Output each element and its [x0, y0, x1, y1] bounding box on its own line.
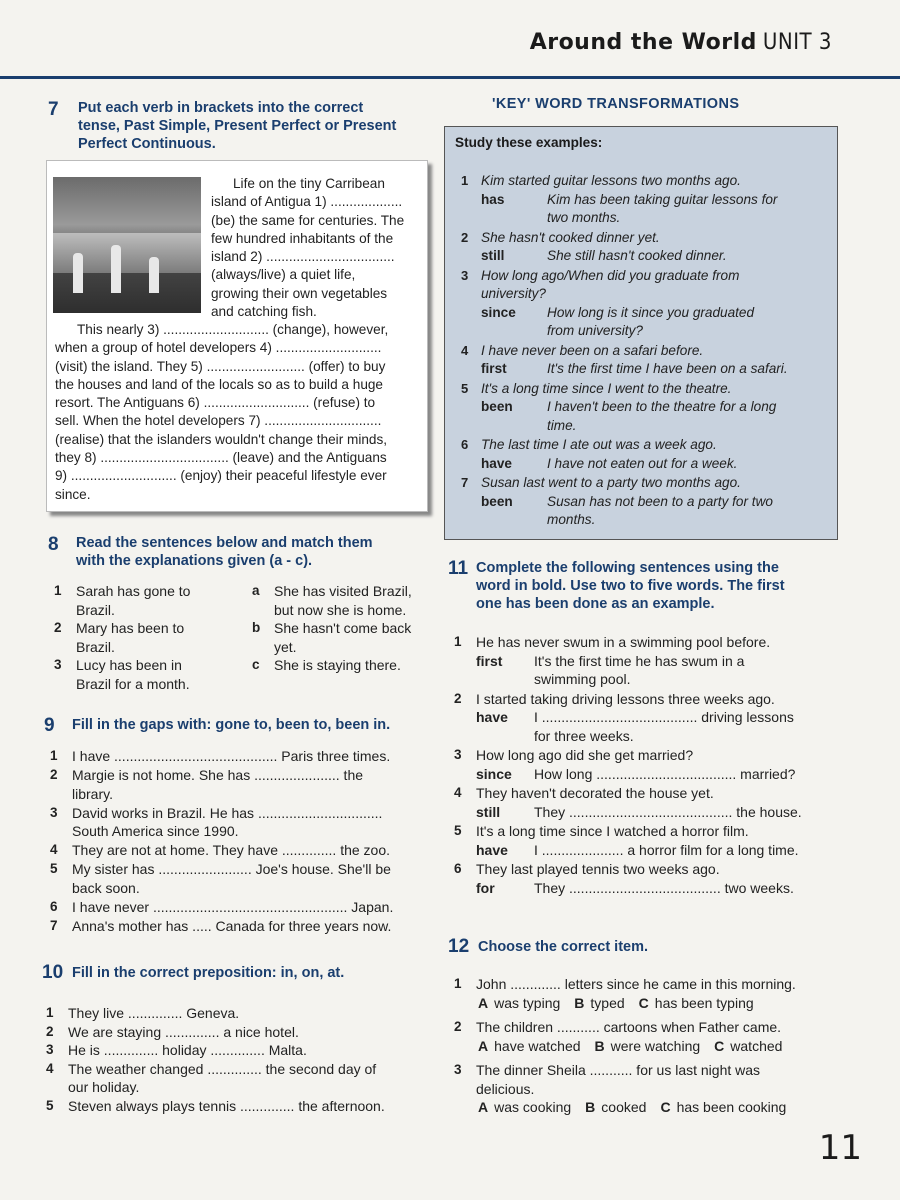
- choice-item: [454, 1018, 839, 1055]
- choice-text: was cooking: [494, 1099, 572, 1115]
- example-item: [461, 172, 831, 228]
- example-keyword: been: [481, 399, 513, 414]
- example-answer-cont: [461, 417, 831, 436]
- example-sentence-row: [461, 436, 831, 455]
- story-box: [46, 160, 428, 512]
- match-text: She hasn't come back: [274, 620, 412, 636]
- example-item: [461, 380, 831, 436]
- item-text: Steven always plays tennis .............. the afternoon.: [68, 1097, 385, 1114]
- header-rule: [0, 76, 900, 79]
- example-answer-row: [461, 191, 831, 210]
- example-answer: She still hasn't cooked dinner.: [547, 248, 727, 263]
- choice-text: have watched: [494, 1037, 581, 1054]
- exercise-10-items: [46, 1004, 428, 1115]
- story-line: island of Antigua 1) ...................: [211, 194, 403, 210]
- example-answer-2: time.: [547, 417, 577, 433]
- example-sentence-row: [461, 380, 831, 399]
- choice-text: cooked: [601, 1099, 647, 1115]
- example-answer: It's the first time I have been on a safari.: [547, 361, 788, 376]
- choice-letter: B: [585, 1099, 596, 1115]
- item-text-2: library.: [72, 785, 113, 802]
- choice-options: [454, 994, 839, 1013]
- story-paragraph-2: [55, 321, 417, 504]
- story-line: (visit) the island. They 5) .......................... (offer) to buy: [55, 358, 386, 374]
- match-label: c: [252, 657, 260, 672]
- transformation-item: [454, 860, 839, 897]
- item-answer-2: swimming pool.: [534, 671, 631, 687]
- item-sentence: They haven't decorated the house yet.: [476, 785, 714, 801]
- example-number: 5: [461, 380, 469, 396]
- story-line: 9) ............................ (enjoy) their peaceful lifestyle ever: [55, 468, 387, 484]
- item-text-2: our holiday.: [68, 1079, 140, 1095]
- match-item: [54, 619, 244, 656]
- story-line: island 2) ..................................: [211, 249, 395, 265]
- exercise-8-sentences: [54, 582, 244, 693]
- story-line: resort. The Antiguans 6) ............................ (refuse) to: [55, 395, 376, 411]
- story-line: few hundred inhabitants of the: [211, 230, 394, 246]
- example-keyword: have: [481, 455, 512, 471]
- match-label: 1: [54, 583, 62, 598]
- transformation-item: [454, 784, 839, 821]
- item-sentence-2: delicious.: [476, 1080, 535, 1097]
- exercise-11-items: [454, 633, 839, 898]
- choice-letter: A: [478, 1037, 489, 1054]
- exercise-item: [50, 747, 426, 766]
- example-answer-2: from university?: [547, 323, 643, 338]
- item-sentence: It's a long time since I watched a horror film.: [476, 823, 749, 839]
- choice-letter: B: [594, 1037, 605, 1054]
- examples-list: [461, 172, 831, 531]
- example-sentence-2: university?: [481, 286, 546, 301]
- story-line: they 8) .................................. (leave) and the Antiguans: [55, 450, 387, 466]
- exercise-item: [46, 1041, 428, 1060]
- item-sentence: The children ........... cartoons when Father came.: [476, 1019, 782, 1035]
- story-line: since.: [55, 486, 91, 502]
- choice-option: [585, 1098, 646, 1117]
- item-number: 4: [46, 1060, 54, 1076]
- choice-text: has been cooking: [676, 1099, 787, 1115]
- example-answer: Kim has been taking guitar lessons for: [547, 191, 778, 207]
- story-line: the houses and land of the locals so as to build a huge: [55, 376, 383, 392]
- example-number: 3: [461, 267, 469, 283]
- header-title: Around the World: [529, 30, 757, 55]
- example-sentence: Susan last went to a party two months ago.: [481, 475, 741, 490]
- item-number: 2: [454, 1019, 462, 1034]
- story-line: Life on the tiny Carribean: [233, 176, 385, 191]
- example-keyword: been: [481, 493, 513, 509]
- example-item: [461, 436, 831, 473]
- choice-letter: B: [574, 994, 585, 1011]
- example-number: 6: [461, 437, 469, 452]
- match-text-2: yet.: [274, 638, 297, 655]
- example-answer-row: [461, 304, 831, 323]
- story-line: when a group of hotel developers 4) ............................: [55, 340, 382, 356]
- exercise-9-number: 9: [44, 715, 55, 736]
- choice-item: [454, 975, 839, 1012]
- story-line: This nearly 3) ............................ (change), however,: [77, 322, 389, 337]
- example-keyword: first: [481, 361, 507, 376]
- example-answer-2: months.: [547, 512, 596, 527]
- choice-options: [454, 1098, 839, 1117]
- story-line: growing their own vegetables: [211, 285, 388, 301]
- transformation-item: [454, 822, 839, 859]
- item-number: 1: [50, 748, 58, 763]
- kwt-title: 'KEY' WORD TRANSFORMATIONS: [492, 96, 740, 112]
- exercise-item: [46, 1004, 428, 1023]
- match-label: 2: [54, 620, 62, 635]
- item-answer: I ........................................ driving lessons: [534, 709, 794, 725]
- item-text: I have .......................................... Paris three times.: [72, 748, 391, 764]
- item-text: Anna's mother has ..... Canada for three years now.: [72, 917, 392, 934]
- item-number: 4: [50, 842, 58, 857]
- match-item: [252, 582, 432, 619]
- exercise-8-instruction: Read the sentences below and match them with the explanations given (a - c).: [76, 535, 373, 569]
- example-answer-row: [461, 493, 831, 512]
- exercise-7-number: 7: [48, 99, 59, 120]
- item-sentence: How long ago did she get married?: [476, 747, 694, 763]
- item-text: My sister has ........................ Joe's house. She'll be: [72, 861, 391, 877]
- item-answer: They ....................................... two weeks.: [534, 879, 794, 896]
- item-text: They are not at home. They have .............. the zoo.: [72, 842, 391, 858]
- example-sentence: Kim started guitar lessons two months ago.: [481, 173, 741, 188]
- example-answer-row: [461, 455, 831, 474]
- item-answer-2: for three weeks.: [534, 727, 634, 744]
- exercise-12-instruction: Choose the correct item.: [478, 939, 649, 955]
- item-number: 1: [46, 1005, 54, 1020]
- examples-box-title: Study these examples:: [455, 135, 603, 150]
- choice-option: [478, 1037, 581, 1056]
- story-line: and catching fish.: [211, 304, 317, 320]
- exercise-8-number: 8: [48, 534, 59, 555]
- choice-option: [714, 1037, 782, 1056]
- match-item: [252, 656, 432, 675]
- item-sentence: I started taking driving lessons three weeks ago.: [476, 690, 775, 707]
- exercise-9-instruction: Fill in the gaps with: gone to, been to, been in.: [72, 717, 391, 733]
- example-answer: How long is it since you graduated: [547, 304, 755, 320]
- exercise-item: [46, 1023, 428, 1042]
- item-number: 1: [454, 976, 462, 991]
- choice-letter: C: [714, 1037, 725, 1054]
- item-keyword: have: [476, 709, 508, 725]
- example-answer: I haven't been to the theatre for a long: [547, 399, 777, 414]
- example-number: 1: [461, 173, 469, 188]
- item-number: 5: [454, 823, 462, 838]
- match-label: a: [252, 583, 260, 598]
- choice-option: [478, 994, 560, 1013]
- item-text: David works in Brazil. He has ................................: [72, 804, 383, 821]
- exercise-item: [50, 917, 426, 936]
- match-text-2: but now she is home.: [274, 601, 407, 618]
- item-text: He is .............. holiday .............. Malta.: [68, 1042, 307, 1058]
- item-number: 4: [454, 785, 462, 800]
- choice-option: [660, 1098, 786, 1117]
- exercise-11-number: 11: [448, 558, 469, 579]
- choice-letter: C: [660, 1099, 671, 1115]
- example-sentence-row: [461, 474, 831, 493]
- example-keyword: has: [481, 191, 505, 207]
- choice-letter: C: [638, 994, 649, 1011]
- exercise-item: [46, 1060, 428, 1097]
- example-answer-2: two months.: [547, 210, 621, 225]
- example-answer-cont: [461, 511, 831, 530]
- example-number: 2: [461, 229, 469, 245]
- item-keyword: first: [476, 652, 503, 669]
- item-text-2: South America since 1990.: [72, 823, 239, 839]
- exercise-item: [50, 766, 426, 803]
- story-line: (be) the same for centuries. The: [211, 212, 405, 228]
- item-text-2: back soon.: [72, 879, 140, 896]
- example-item: [461, 229, 831, 266]
- item-answer: It's the first time he has swum in a: [534, 652, 745, 669]
- item-answer: I ..................... a horror film for a long time.: [534, 841, 799, 858]
- example-sentence-row: [461, 229, 831, 248]
- match-item: [252, 619, 432, 656]
- example-item: [461, 342, 831, 379]
- page-header: [530, 30, 832, 55]
- exercise-item: [50, 804, 426, 841]
- exercise-12-number: 12: [448, 936, 470, 957]
- item-sentence: The dinner Sheila ........... for us last night was: [476, 1062, 761, 1078]
- story-line: sell. When the hotel developers 7) ...............................: [55, 413, 382, 429]
- match-text: Lucy has been in: [76, 657, 182, 673]
- item-number: 6: [454, 861, 462, 876]
- choice-option: [595, 1037, 701, 1056]
- item-number: 2: [46, 1023, 54, 1039]
- item-number: 3: [454, 747, 462, 762]
- example-answer: I have not eaten out for a week.: [547, 455, 738, 471]
- match-label: b: [252, 620, 261, 635]
- item-number: 2: [50, 767, 58, 782]
- exercise-12-items: [454, 975, 839, 1123]
- match-text: She has visited Brazil,: [274, 583, 412, 599]
- exercise-item: [50, 841, 426, 860]
- item-text: We are staying .............. a nice hotel.: [68, 1023, 299, 1040]
- example-keyword: still: [481, 248, 505, 263]
- example-sentence: She hasn't cooked dinner yet.: [481, 229, 660, 245]
- example-keyword: since: [481, 304, 516, 320]
- match-text-2: Brazil for a month.: [76, 675, 190, 692]
- example-answer-row: [461, 247, 831, 266]
- exercise-item: [46, 1097, 428, 1116]
- example-sentence-row: [461, 172, 831, 191]
- example-item: [461, 474, 831, 530]
- item-text: The weather changed .............. the second day of: [68, 1060, 377, 1077]
- item-number: 3: [50, 804, 58, 820]
- item-sentence: They last played tennis two weeks ago.: [476, 861, 720, 877]
- choice-option: [639, 994, 754, 1013]
- match-item: [54, 582, 244, 619]
- item-number: 6: [50, 898, 58, 914]
- item-number: 5: [50, 861, 58, 876]
- header-unit: UNIT 3: [762, 30, 832, 55]
- exercise-item: [50, 860, 426, 897]
- item-answer: They .......................................... the house.: [534, 803, 802, 820]
- match-label: 3: [54, 657, 62, 672]
- example-answer-row: [461, 398, 831, 417]
- transformation-item: [454, 690, 839, 746]
- choice-option: [574, 994, 624, 1013]
- item-text: I have never .................................................. Japan.: [72, 898, 394, 915]
- story-paragraph-1: [211, 175, 417, 321]
- choice-item: [454, 1061, 839, 1117]
- example-number: 4: [461, 342, 469, 358]
- match-text: She is staying there.: [274, 657, 401, 673]
- choice-letter: A: [478, 1099, 489, 1115]
- examples-box: [444, 126, 838, 540]
- example-answer-cont: [461, 322, 831, 341]
- match-item: [54, 656, 244, 693]
- choice-text: typed: [590, 994, 625, 1011]
- example-sentence-cont: [461, 285, 831, 304]
- exercise-10-instruction: Fill in the correct preposition: in, on, at.: [72, 965, 345, 981]
- item-keyword: have: [476, 841, 508, 858]
- exercise-10-number: 10: [42, 962, 64, 983]
- choice-letter: A: [478, 994, 489, 1011]
- choice-options: [454, 1037, 839, 1056]
- match-text: Mary has been to: [76, 620, 185, 636]
- example-sentence: It's a long time since I went to the theatre.: [481, 380, 732, 396]
- page-number: 11: [818, 1128, 862, 1168]
- transformation-item: [454, 633, 839, 689]
- example-sentence: How long ago/When did you graduate from: [481, 267, 740, 283]
- match-text: Sarah has gone to: [76, 583, 191, 599]
- example-sentence-row: [461, 342, 831, 361]
- exercise-11-instruction: Complete the following sentences using the word in bold. Use two to five words. The first one has been done as an example.: [476, 560, 785, 612]
- item-sentence: John ............. letters since he came in this morning.: [476, 976, 796, 992]
- item-keyword: since: [476, 765, 512, 782]
- exercise-9-items: [50, 747, 426, 936]
- example-answer: Susan has not been to a party for two: [547, 493, 773, 509]
- choice-text: were watching: [610, 1037, 701, 1054]
- item-number: 2: [454, 690, 462, 706]
- exercise-8-explanations: [252, 582, 432, 675]
- example-sentence: I have never been on a safari before.: [481, 342, 704, 358]
- item-text: Margie is not home. She has ...................... the: [72, 767, 364, 783]
- item-answer: How long .................................... married?: [534, 765, 796, 782]
- item-keyword: for: [476, 879, 495, 896]
- item-text: They live .............. Geneva.: [68, 1005, 240, 1021]
- story-line: (realise) that the islanders wouldn't change their minds,: [55, 431, 388, 447]
- exercise-item: [50, 898, 426, 917]
- item-number: 3: [46, 1042, 54, 1057]
- item-sentence: He has never swum in a swimming pool before.: [476, 634, 771, 650]
- choice-text: was typing: [494, 994, 561, 1011]
- example-item: [461, 267, 831, 341]
- item-number: 7: [50, 917, 58, 933]
- exercise-7-instruction: Put each verb in brackets into the correct tense, Past Simple, Present Perfect or Present Perfect Continuous.: [78, 100, 397, 152]
- choice-text: has been typing: [654, 994, 754, 1011]
- item-number: 5: [46, 1097, 54, 1113]
- item-number: 3: [454, 1062, 462, 1077]
- item-number: 1: [454, 634, 462, 649]
- match-text-2: Brazil.: [76, 638, 115, 655]
- match-text-2: Brazil.: [76, 601, 115, 618]
- story-line: (always/live) a quiet life,: [211, 267, 356, 283]
- example-number: 7: [461, 475, 469, 490]
- example-answer-row: [461, 360, 831, 379]
- beach-photo: [53, 177, 201, 313]
- choice-text: watched: [730, 1037, 783, 1054]
- example-answer-cont: [461, 209, 831, 228]
- example-sentence-row: [461, 267, 831, 286]
- choice-option: [478, 1098, 571, 1117]
- example-sentence: The last time I ate out was a week ago.: [481, 437, 717, 452]
- transformation-item: [454, 746, 839, 783]
- item-keyword: still: [476, 803, 501, 820]
